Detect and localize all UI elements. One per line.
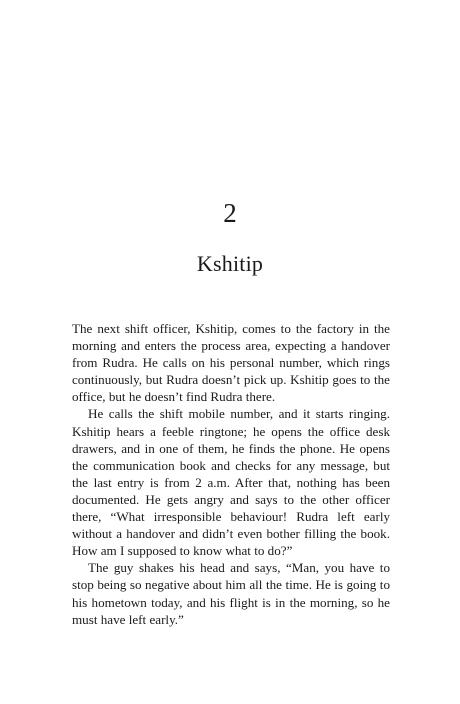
- paragraph: The next shift officer, Kshitip, comes to the factory in the morning and enters the process area, expecting a handover from Rudra. He calls on his personal number, which rings continuously, but Rudra doesn’t pick up. Kshitip goes to the office, but he doesn’t find Rudra there.: [72, 321, 390, 405]
- chapter-number: 2: [223, 198, 237, 228]
- chapter-title: Kshitip: [196, 251, 264, 276]
- chapter-body: [72, 320, 390, 628]
- paragraph: He calls the shift mobile number, and it starts ringing. Kshitip hears a feeble ringtone; he opens the office desk drawers, and in one of them, he finds the phone. He opens the communication book and checks for any message, but the last entry is from 2 a.m. After that, nothing has been documented. He gets angry and says to the other officer there, “What irresponsible behaviour! Rudra left early without a handover and didn’t even bother filling the book. How am I supposed to know what to do?”: [72, 406, 390, 559]
- paragraph: The guy shakes his head and says, “Man, you have to stop being so negative about him all the time. He is going to his hometown today, and his flight is in the morning, so he must have left early.”: [72, 560, 390, 627]
